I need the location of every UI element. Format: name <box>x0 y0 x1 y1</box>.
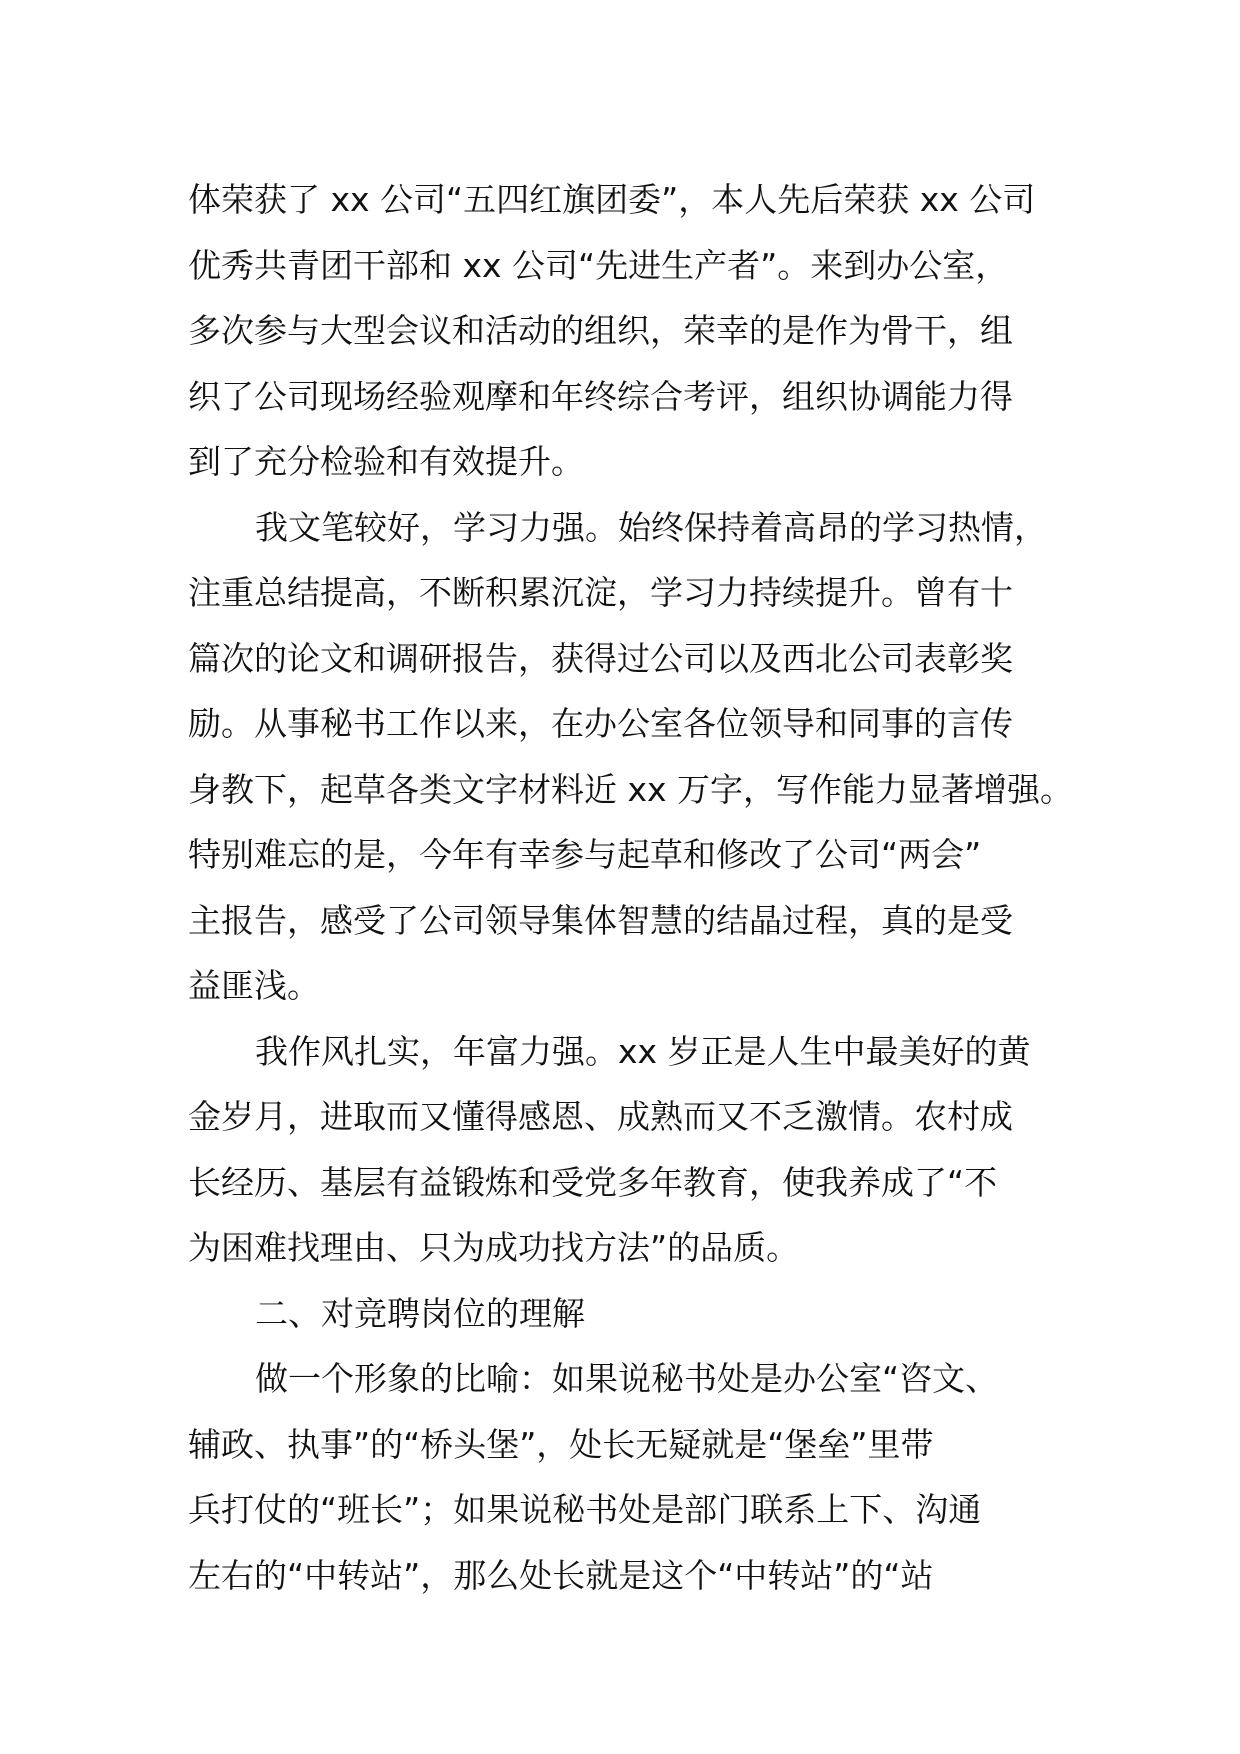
text-line: 我作风扎实，年富力强。xx 岁正是人生中最美好的黄 <box>255 1031 1031 1071</box>
text-line: 多次参与大型会议和活动的组织，荣幸的是作为骨干，组 <box>188 311 1013 350</box>
text-line: 到了充分检验和有效提升。 <box>188 442 584 481</box>
text-line: 励。从事秘书工作以来，在办公室各位领导和同事的言传 <box>188 704 1013 743</box>
text-line: 体荣获了 xx 公司“五四红旗团委”，本人先后荣获 xx 公司 <box>188 180 1036 219</box>
text-line: 织了公司现场经验观摩和年终综合考评，组织协调能力得 <box>188 376 1013 416</box>
text-line: 优秀共青团干部和 xx 公司“先进生产者”。来到办公室， <box>188 245 1009 285</box>
body-text <box>188 167 1088 1608</box>
text-line: 为困难找理由、只为成功找方法”的品质。 <box>188 1228 800 1267</box>
text-line: 身教下，起草各类文字材料近 xx 万字，写作能力显著增强。 <box>188 769 1074 809</box>
text-line: 金岁月，进取而又懂得感恩、成熟而又不乏激情。农村成 <box>188 1097 1013 1136</box>
text-line: 兵打仗的“班长”；如果说秘书处是部门联系上下、沟通 <box>188 1490 982 1529</box>
text-line: 左右的“中转站”，那么处长就是这个“中转站”的“站 <box>188 1555 934 1595</box>
text-line: 辅政、执事”的“桥头堡”，处长无疑就是“堡垒”里带 <box>188 1424 934 1464</box>
text-line: 注重总结提高，不断积累沉淀，学习力持续提升。曾有十 <box>188 573 1013 612</box>
text-line: 我文笔较好，学习力强。始终保持着高昂的学习热情， <box>255 507 1047 547</box>
text-line: 篇次的论文和调研报告，获得过公司以及西北公司表彰奖 <box>188 638 1013 678</box>
text-line: 长经历、基层有益锻炼和受党多年教育，使我养成了“不 <box>188 1162 998 1202</box>
text-line: 特别难忘的是，今年有幸参与起草和修改了公司“两会” <box>188 835 982 874</box>
text-line: 益匪浅。 <box>188 966 320 1005</box>
text-line: 主报告，感受了公司领导集体智慧的结晶过程，真的是受 <box>188 900 1013 940</box>
text-line: 二、对竞聘岗位的理解 <box>255 1293 585 1333</box>
text-line: 做一个形象的比喻：如果说秘书处是办公室“咨文、 <box>255 1359 999 1398</box>
